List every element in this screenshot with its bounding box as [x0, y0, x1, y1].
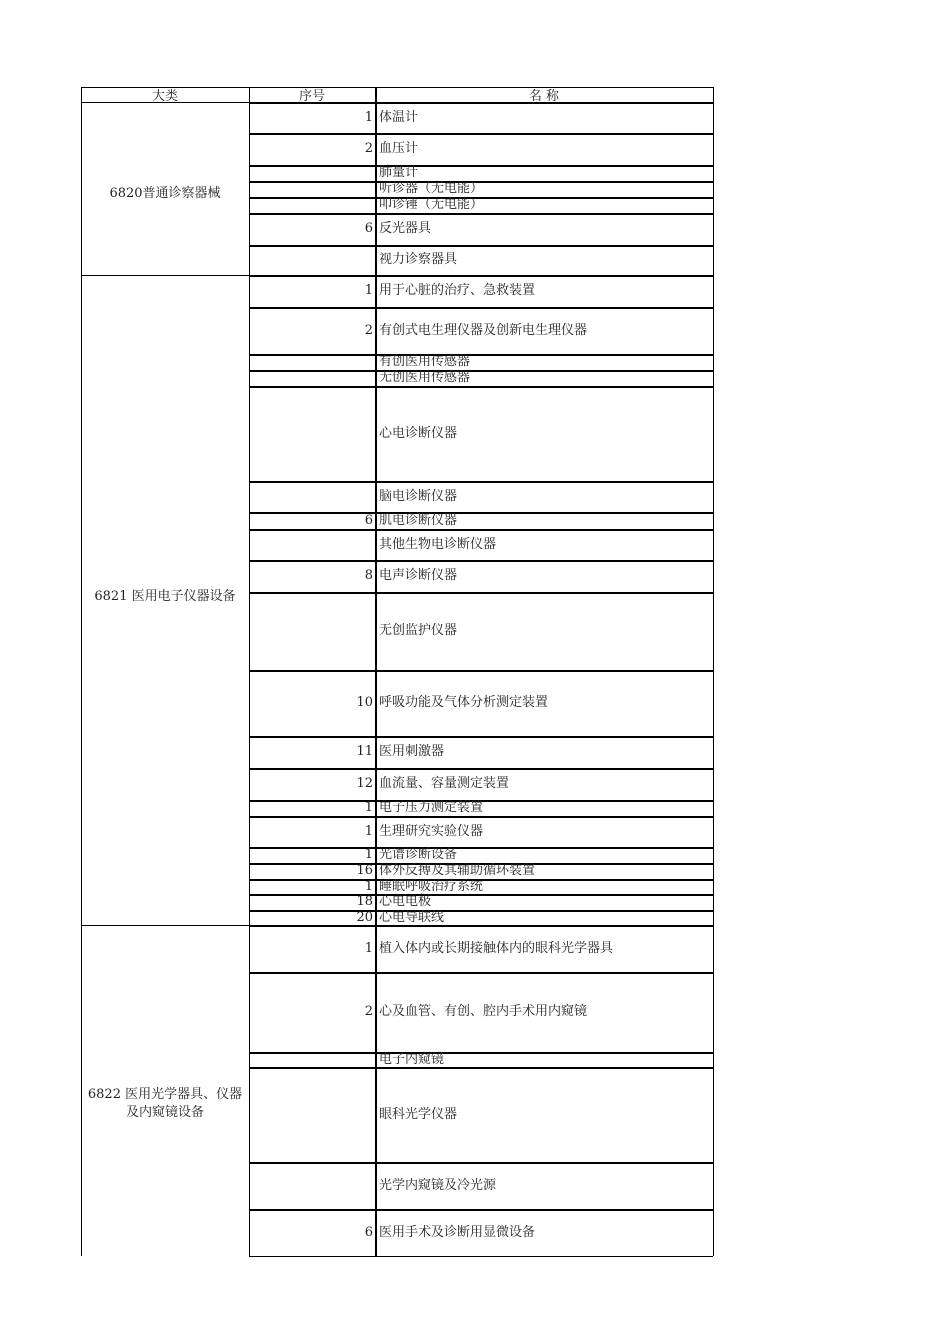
- row-line: [249, 1162, 713, 1164]
- grid-line: [81, 87, 82, 1256]
- row-line: [249, 670, 713, 672]
- row-line: [249, 925, 713, 927]
- row-line: [249, 1209, 713, 1211]
- grid-line: [713, 87, 714, 1256]
- name-cell: 心电诊断仪器: [379, 426, 458, 441]
- row-line: [249, 1067, 713, 1069]
- row-line: [249, 133, 713, 135]
- name-cell: 反光器具: [379, 221, 432, 236]
- row-line: [249, 102, 713, 104]
- name-cell: 电子压力测定装置: [379, 800, 484, 815]
- seq-cell: 8: [364, 568, 373, 583]
- category-cell: 6822 医用光学器具、仪器及内窥镜设备: [87, 1087, 243, 1120]
- name-cell: 医用手术及诊断用显微设备: [379, 1225, 536, 1240]
- row-line: [249, 768, 713, 770]
- seq-cell: 1: [364, 110, 373, 125]
- seq-cell: 12: [356, 776, 373, 791]
- row-line: [249, 560, 713, 562]
- name-cell: 无创监护仪器: [379, 623, 458, 638]
- seq-cell: 18: [356, 894, 373, 909]
- seq-cell: 20: [356, 910, 373, 925]
- row-line: [249, 816, 713, 818]
- name-cell: 脑电诊断仪器: [379, 489, 458, 504]
- seq-cell: 2: [364, 1004, 373, 1019]
- row-line: [249, 245, 713, 247]
- name-cell: 其他生物电诊断仪器: [379, 537, 497, 552]
- name-cell: 眼科光学仪器: [379, 1107, 458, 1122]
- row-line: [249, 972, 713, 974]
- seq-cell: 6: [364, 513, 373, 528]
- name-cell: 心及血管、有创、腔内手术用内窥镜: [379, 1004, 588, 1019]
- seq-cell: 6: [364, 221, 373, 236]
- row-line: [249, 592, 713, 594]
- grid-line: [81, 925, 249, 926]
- seq-cell: 1: [364, 879, 373, 894]
- grid-line: [81, 102, 249, 103]
- header-name: 名 称: [528, 89, 560, 104]
- name-cell: 血流量、容量测定装置: [379, 776, 510, 791]
- seq-cell: 6: [364, 1225, 373, 1240]
- header-category: 大类: [151, 89, 178, 104]
- seq-cell: 11: [356, 744, 373, 759]
- name-cell: 电声诊断仪器: [379, 568, 458, 583]
- name-cell: 电子内窥镜: [379, 1052, 445, 1067]
- row-line: [249, 307, 713, 309]
- seq-cell: 1: [364, 283, 373, 298]
- grid-line: [81, 87, 713, 88]
- name-cell: 无创医用传感器: [379, 370, 471, 385]
- row-line: [249, 386, 713, 388]
- name-cell: 生理研究实验仪器: [379, 824, 484, 839]
- grid-line: [81, 275, 249, 276]
- name-cell: 有创式电生理仪器及创新电生理仪器: [379, 323, 588, 338]
- category-cell: 6821 医用电子仪器设备: [94, 589, 236, 604]
- name-cell: 呼吸功能及气体分析测定装置: [379, 695, 549, 710]
- seq-cell: 1: [364, 941, 373, 956]
- name-cell: 用于心脏的治疗、急救装置: [379, 283, 536, 298]
- category-cell: 6820普通诊察器械: [109, 186, 221, 201]
- seq-cell: 2: [364, 141, 373, 156]
- name-cell: 体温计: [379, 110, 419, 125]
- row-line: [249, 529, 713, 531]
- row-line: [249, 1256, 713, 1257]
- row-line: [249, 213, 713, 215]
- row-line: [249, 275, 713, 277]
- name-cell: 医用刺激器: [379, 744, 445, 759]
- name-cell: 叩诊锤（无电能）: [379, 197, 484, 212]
- header-seq: 序号: [298, 89, 325, 104]
- row-line: [249, 736, 713, 738]
- name-cell: 有创医用传感器: [379, 354, 471, 369]
- name-cell: 血压计: [379, 141, 419, 156]
- name-cell: 听诊器（无电能）: [379, 181, 484, 196]
- name-cell: 心电导联线: [379, 910, 445, 925]
- seq-cell: 10: [356, 695, 373, 710]
- name-cell: 光谱诊断设备: [379, 847, 458, 862]
- name-cell: 植入体内或长期接触体内的眼科光学器具: [379, 941, 614, 956]
- seq-cell: 16: [356, 863, 373, 878]
- name-cell: 肌电诊断仪器: [379, 513, 458, 528]
- row-line: [249, 481, 713, 483]
- name-cell: 心电电极: [379, 894, 432, 909]
- seq-cell: 1: [364, 847, 373, 862]
- name-cell: 视力诊察器具: [379, 252, 458, 267]
- name-cell: 体外反搏及其辅助循环装置: [379, 863, 536, 878]
- name-cell: 睡眠呼吸治疗系统: [379, 879, 484, 894]
- name-cell: 肺量计: [379, 165, 419, 180]
- name-cell: 光学内窥镜及冷光源: [379, 1178, 497, 1193]
- seq-cell: 2: [364, 323, 373, 338]
- seq-cell: 1: [364, 800, 373, 815]
- seq-cell: 1: [364, 824, 373, 839]
